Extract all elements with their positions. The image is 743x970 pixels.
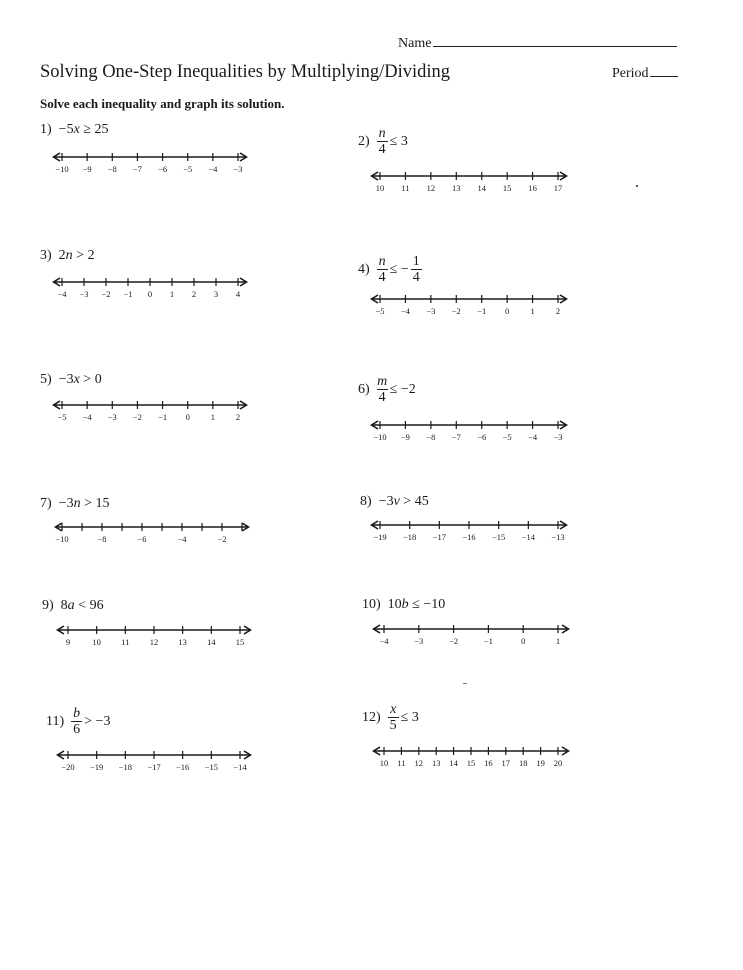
- tick-label: 17: [501, 758, 511, 768]
- tick-label: −20: [61, 762, 75, 772]
- tick-label: 10: [379, 758, 389, 768]
- tick-label: −6: [137, 534, 147, 544]
- inequality-rhs: ≤ −2: [389, 381, 416, 397]
- tick-label: 2: [555, 306, 561, 316]
- inequality-rhs: > −3: [84, 713, 111, 729]
- tick-label: −8: [97, 534, 107, 544]
- number-line-5[interactable]: [52, 400, 248, 422]
- number-line-7[interactable]: [54, 522, 250, 544]
- number-line-graphic[interactable]: [372, 746, 570, 768]
- tick-label: 13: [452, 183, 461, 193]
- tick-label: 12: [149, 637, 159, 647]
- tick-label: 11: [401, 183, 410, 193]
- fraction: $\frac{m}{4}$: [377, 374, 388, 405]
- tick-label: −17: [432, 532, 446, 542]
- tick-label: 15: [235, 637, 245, 647]
- problem-number: 3): [40, 248, 52, 263]
- tick-label: 16: [484, 758, 493, 768]
- tick-label: 0: [147, 289, 153, 299]
- problem-4: [358, 254, 424, 285]
- tick-label: −1: [158, 412, 168, 422]
- name-label: Name: [398, 36, 432, 51]
- tick-label: 12: [414, 758, 424, 768]
- problem-number: 12): [362, 709, 381, 725]
- tick-label: −16: [462, 532, 476, 542]
- tick-label: 0: [505, 306, 510, 316]
- tick-label: 9: [65, 637, 71, 647]
- inequality: −3n > 15: [58, 496, 110, 511]
- scan-speck: [463, 683, 467, 684]
- tick-label: 1: [169, 289, 175, 299]
- tick-label: 12: [426, 183, 436, 193]
- number-line-1[interactable]: [52, 152, 248, 174]
- problem-number: 7): [40, 496, 52, 511]
- tick-label: 16: [528, 183, 537, 193]
- number-line-graphic[interactable]: [54, 522, 250, 544]
- tick-label: 2: [235, 412, 241, 422]
- tick-label: 2: [191, 289, 197, 299]
- tick-label: 1: [530, 306, 535, 316]
- tick-label: −9: [400, 432, 410, 442]
- name-blank-line[interactable]: [433, 34, 677, 47]
- fraction: $\frac{n}{4}$: [378, 254, 386, 285]
- number-line-6[interactable]: [370, 420, 568, 442]
- tick-label: 10: [375, 183, 385, 193]
- number-line-graphic[interactable]: [52, 400, 248, 422]
- tick-label: −17: [147, 762, 161, 772]
- tick-label: −3: [79, 289, 89, 299]
- period-field[interactable]: [612, 65, 678, 82]
- number-line-10[interactable]: [372, 624, 570, 646]
- number-line-graphic[interactable]: [52, 277, 248, 299]
- problem-12: [362, 702, 419, 733]
- tick-label: −5: [183, 164, 193, 174]
- inequality: 8a < 96: [60, 598, 104, 613]
- tick-label: 15: [466, 758, 476, 768]
- tick-label: 0: [521, 636, 526, 646]
- number-line-9[interactable]: [56, 625, 252, 647]
- number-line-4[interactable]: [370, 294, 568, 316]
- tick-label: 1: [555, 636, 561, 646]
- tick-label: −6: [158, 164, 168, 174]
- tick-label: −3: [426, 306, 436, 316]
- inequality: −5x ≥ 25: [58, 122, 109, 137]
- number-line-graphic[interactable]: [370, 420, 568, 442]
- tick-label: −13: [551, 532, 565, 542]
- problem-number: 11): [46, 713, 65, 729]
- inequality: 2n > 2: [58, 248, 95, 263]
- number-line-3[interactable]: [52, 277, 248, 299]
- inequality: −3x > 0: [58, 372, 102, 387]
- tick-label: −5: [502, 432, 512, 442]
- tick-label: 4: [235, 289, 241, 299]
- tick-label: −4: [82, 412, 92, 422]
- tick-label: −2: [451, 306, 461, 316]
- tick-label: −2: [101, 289, 111, 299]
- tick-label: −3: [233, 164, 243, 174]
- number-line-graphic[interactable]: [370, 171, 568, 193]
- tick-label: 3: [213, 289, 219, 299]
- problem-number: 2): [358, 133, 370, 149]
- number-line-graphic[interactable]: [372, 624, 570, 646]
- name-field[interactable]: [398, 34, 677, 52]
- number-line-graphic[interactable]: [56, 750, 252, 772]
- tick-label: −2: [449, 636, 459, 646]
- tick-label: −8: [426, 432, 436, 442]
- number-line-8[interactable]: [370, 520, 568, 542]
- inequality: −3v > 45: [378, 494, 429, 509]
- tick-label: −6: [477, 432, 487, 442]
- tick-label: −9: [82, 164, 92, 174]
- tick-label: 11: [121, 637, 130, 647]
- tick-label: −14: [521, 532, 535, 542]
- period-blank-line[interactable]: [650, 65, 678, 77]
- inequality-rhs: ≤ 3: [400, 709, 419, 725]
- tick-label: 20: [553, 758, 563, 768]
- tick-label: −1: [123, 289, 133, 299]
- tick-label: −14: [233, 762, 247, 772]
- number-line-graphic[interactable]: [370, 520, 568, 542]
- number-line-2[interactable]: [370, 171, 568, 193]
- problem-number: 1): [40, 122, 52, 137]
- tick-label: −10: [373, 432, 387, 442]
- fraction: $\frac{n}{4}$: [378, 126, 386, 157]
- tick-label: −8: [107, 164, 117, 174]
- tick-label: 1: [210, 412, 215, 422]
- tick-label: 14: [207, 637, 216, 647]
- problem-5: [40, 372, 102, 388]
- problem-9: [42, 598, 104, 614]
- tick-label: −4: [379, 636, 389, 646]
- number-line-graphic[interactable]: [56, 625, 252, 647]
- problem-1: [40, 122, 108, 138]
- problem-11: [46, 706, 110, 737]
- fraction: $\frac{x}{5}$: [389, 702, 397, 733]
- tick-label: −16: [176, 762, 190, 772]
- problem-8: [360, 494, 429, 510]
- tick-label: −7: [451, 432, 461, 442]
- tick-label: −4: [177, 534, 187, 544]
- problem-number: 5): [40, 372, 52, 387]
- problem-2: [358, 126, 408, 157]
- tick-label: 13: [178, 637, 187, 647]
- tick-label: −10: [55, 164, 69, 174]
- tick-label: 0: [185, 412, 190, 422]
- fraction: $\frac{b}{6}$: [73, 706, 81, 737]
- number-line-graphic[interactable]: [52, 152, 248, 174]
- problem-10: [362, 597, 445, 613]
- problem-number: 8): [360, 494, 372, 509]
- number-line-12[interactable]: [372, 746, 570, 768]
- tick-label: −15: [204, 762, 218, 772]
- tick-label: −2: [217, 534, 227, 544]
- inequality-rhs: ≤ −: [389, 261, 409, 277]
- inequality-rhs: ≤ 3: [389, 133, 408, 149]
- problem-number: 6): [358, 381, 370, 397]
- tick-label: −15: [492, 532, 506, 542]
- tick-label: −4: [528, 432, 538, 442]
- problem-number: 4): [358, 261, 370, 277]
- number-line-graphic[interactable]: [370, 294, 568, 316]
- tick-label: 14: [449, 758, 458, 768]
- tick-label: −3: [107, 412, 117, 422]
- tick-label: −1: [483, 636, 493, 646]
- problem-number: 10): [362, 597, 381, 612]
- tick-label: 11: [397, 758, 406, 768]
- tick-label: −5: [375, 306, 385, 316]
- tick-label: 17: [553, 183, 563, 193]
- tick-label: −7: [132, 164, 142, 174]
- inequality: 10b ≤ −10: [387, 597, 446, 612]
- tick-label: 14: [477, 183, 486, 193]
- tick-label: −5: [57, 412, 67, 422]
- tick-label: −18: [403, 532, 417, 542]
- tick-label: −3: [414, 636, 424, 646]
- tick-label: −19: [373, 532, 387, 542]
- problem-number: 9): [42, 598, 54, 613]
- problem-7: [40, 496, 109, 512]
- number-line-11[interactable]: [56, 750, 252, 772]
- tick-label: −1: [477, 306, 487, 316]
- instructions: Solve each inequality and graph its solution.: [40, 96, 285, 111]
- tick-label: −3: [553, 432, 563, 442]
- fraction: $\frac{1}{4}$: [412, 254, 420, 285]
- problem-6: [358, 374, 416, 405]
- scan-speck: [636, 185, 638, 187]
- tick-label: 10: [92, 637, 101, 647]
- problem-3: [40, 248, 95, 264]
- period-label: Period: [612, 66, 649, 81]
- tick-label: −19: [90, 762, 104, 772]
- tick-label: 13: [431, 758, 441, 768]
- tick-label: 15: [502, 183, 512, 193]
- tick-label: −10: [55, 534, 69, 544]
- tick-label: −18: [118, 762, 132, 772]
- worksheet-title: Solving One-Step Inequalities by Multiplying/Dividing: [40, 62, 451, 82]
- tick-label: 19: [536, 758, 545, 768]
- tick-label: −4: [400, 306, 410, 316]
- tick-label: −4: [208, 164, 218, 174]
- tick-label: −4: [57, 289, 67, 299]
- tick-label: −2: [132, 412, 142, 422]
- tick-label: 18: [518, 758, 528, 768]
